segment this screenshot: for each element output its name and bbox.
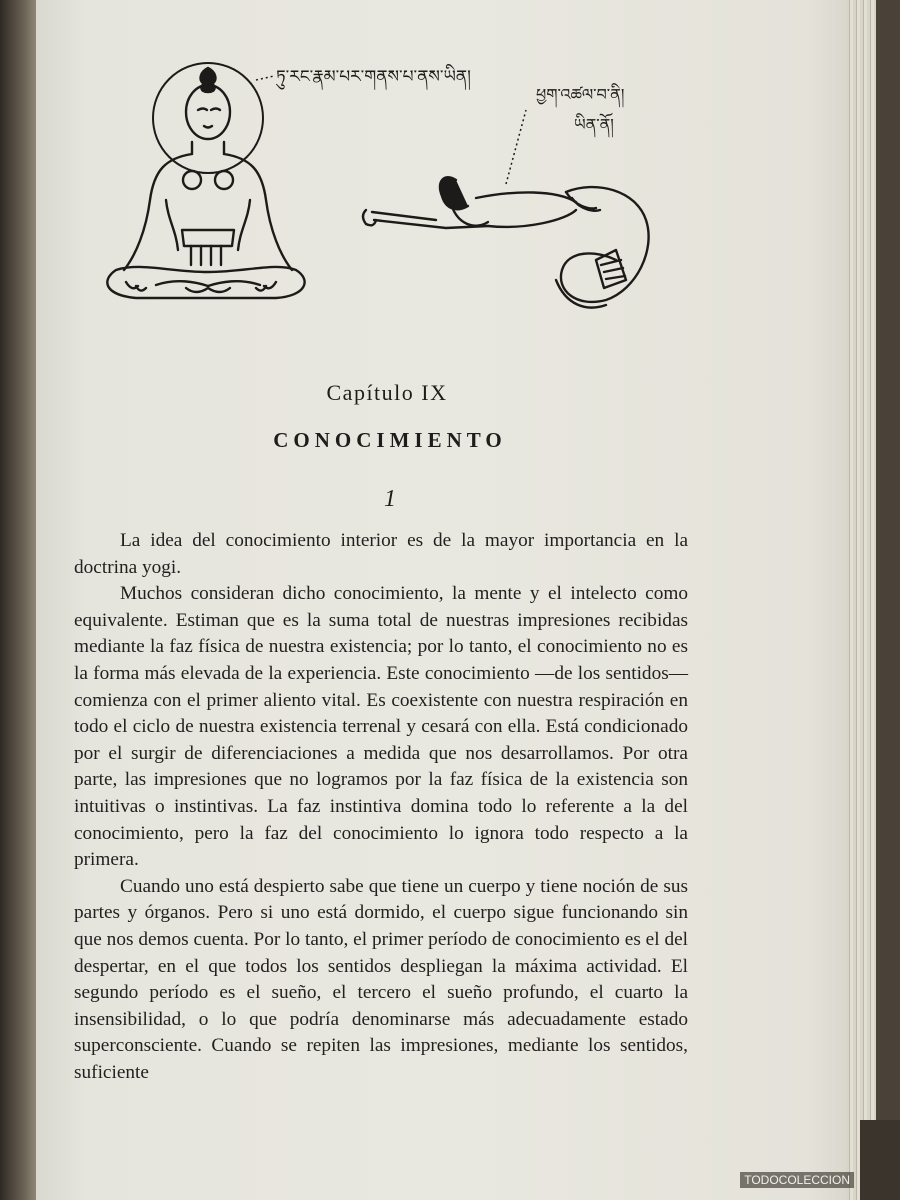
paragraph: La idea del conocimiento interior es de la mayor importancia en la doctrina yogi. [74, 530, 688, 578]
paragraph: Muchos consideran dicho conocimiento, la mente y el intelecto como equivalente. Estiman que es la suma total de nuestras impresiones recibidas mediante la faz física de nuestra existencia; por lo tanto, el conocimiento no es la forma más elevada de la experiencia. Este conocimiento —de los sentidos— comienza con el primer aliento vital. Es coexistente con nuestra respiración en todo el ciclo de nuestra existencia terrenal y cesará con ella. Está condicionado por el surgir de diferenciaciones a medida que nos desarrollamos. Por otra parte, las impresiones que no logramos por la faz física de la existencia son intuitivas o instintivas. La faz instintiva domina todo lo referente a la del conocimiento, pero la faz del conocimiento lo ignora todo respecto a la primera. [74, 583, 688, 871]
prostrating-figure [363, 177, 649, 307]
tibetan-caption-right-line1: ཕྱག་འཚལ་བ་ནི། [536, 85, 625, 104]
seated-yogi-figure [107, 63, 304, 298]
watermark: TODOCOLECCION [740, 1172, 854, 1188]
caption-leader-line-left [256, 76, 274, 80]
yogi-illustration [96, 50, 676, 340]
tibetan-caption-left: ཏུ་རང་རྣམ་པར་གནས་པ་ནས་ཡིན། [276, 67, 471, 87]
chapter-title: CONOCIMIENTO [273, 428, 507, 452]
page-edges [846, 0, 876, 1200]
chapter-label: Capítulo IX [326, 380, 448, 405]
caption-leader-line-right [506, 110, 526, 184]
section-number: 1 [384, 486, 396, 512]
book-spine-shadow [0, 0, 40, 1200]
paragraph: Cuando uno está despierto sabe que tiene un cuerpo y tiene noción de sus partes y órganos. Pero si uno está dormido, el cuerpo sigue funcionando sin que nos demos cuenta. Por lo tanto, el primer período de conocimiento es el del despertar, en el que todos los sentidos despliegan la máxima actividad. El segundo período es el sueño, el tercero el sueño profundo, el cuarto la insensibilidad, o lo que podría denominarse más adecuadamente estado superconsciente. Cuando se repiten las impresiones, mediante los sentidos, suficiente [74, 875, 688, 1083]
table-background [860, 1120, 900, 1200]
body-text [74, 528, 688, 1086]
tibetan-caption-right-line2: ཡིན་ནོ། [574, 115, 614, 134]
